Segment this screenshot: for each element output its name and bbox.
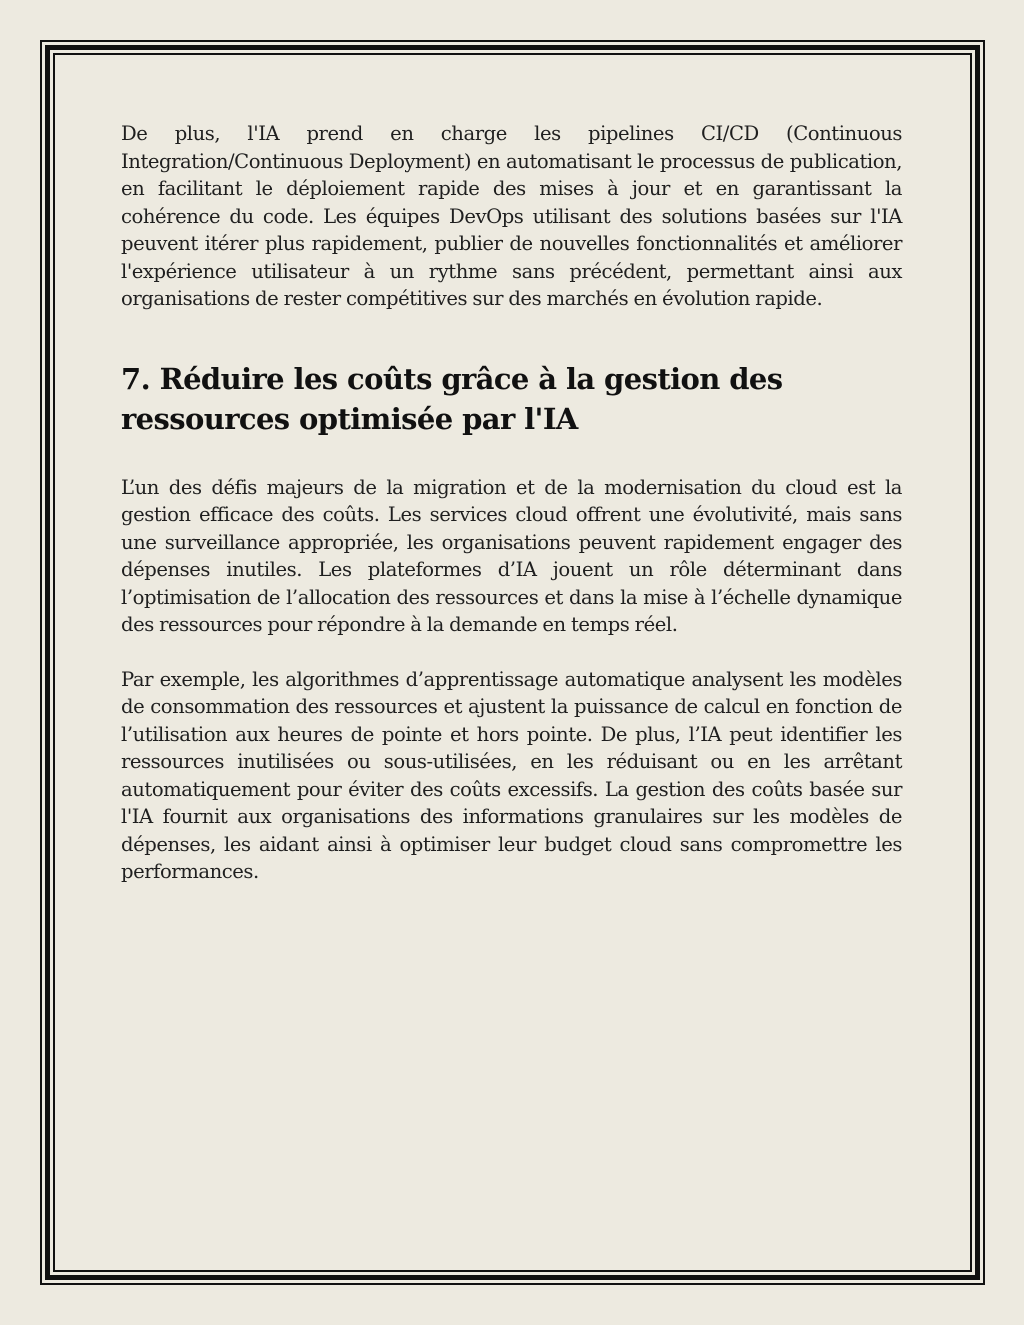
body-paragraph-2: L’un des défis majeurs de la migration et de la modernisation du cloud est la gestion efficace des coûts. Les services cloud offrent une évolutivité, mais sans une surveillance appropriée, les organisations peuvent rapidement engager des dépenses inutiles. Les plateformes d’IA jouent un rôle déterminant dans l’optimisation de l’allocation des ressources et dans la mise à l’échelle dynamique des ressources pour répondre à la demande en temps réel.: [121, 475, 902, 636]
page-content: [121, 120, 902, 886]
body-paragraph-3: Par exemple, les algorithmes d’apprentissage automatique analysent les modèles de consommation des ressources et ajustent la puissance de calcul en fonction de l’utilisation aux heures de pointe et hors pointe. De plus, l’IA peut identifier les ressources inutilisées ou sous-utilisées, en les réduisant ou en les arrêtant automatiquement pour éviter des coûts excessifs. La gestion des coûts basée sur l'IA fournit aux organisations des informations granulaires sur les modèles de dépenses, les aidant ainsi à optimiser leur budget cloud sans compromettre les performances.: [121, 667, 902, 883]
intro-paragraph: De plus, l'IA prend en charge les pipelines CI/CD (Continuous Integration/Continuous Deployment) en automatisant le processus de publication, en facilitant le déploiement rapide des mises à jour et en garantissant la cohérence du code. Les équipes DevOps utilisant des solutions basées sur l'IA peuvent itérer plus rapidement, publier de nouvelles fonctionnalités et améliorer l'expérience utilisateur à un rythme sans précédent, permettant ainsi aux organisations de rester compétitives sur des marchés en évolution rapide.: [121, 122, 902, 310]
section-heading: 7. Réduire les coûts grâce à la gestion des ressources optimisée par l'IA: [121, 361, 783, 436]
